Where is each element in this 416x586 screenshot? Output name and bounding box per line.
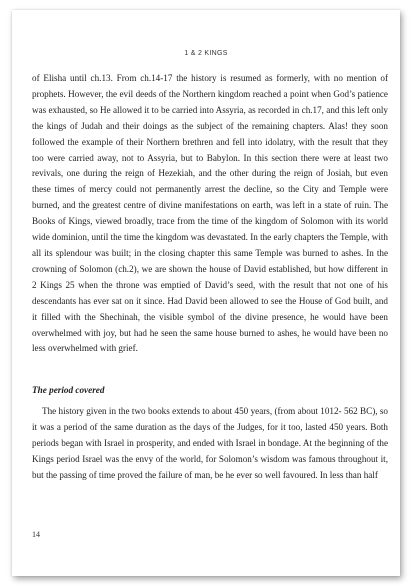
book-page	[12, 10, 400, 576]
body-paragraph-2	[32, 404, 388, 484]
running-head: 1 & 2 KINGS	[184, 50, 228, 57]
paragraph-text: The history given in the two books extends to about 450 years, (from about 1012- 562 BC), so it was a period of the same duration as the days of the Judges, for it too, lasted 450 years. Both periods began with Israel in prosperity, and ended with Israel in bondage. At the beginning of the Kings period Israel was the envy of the world, for Solomon’s wisdom was famous throughout it, but the passing of time proved the failure of man, be he ever so well favoured. In less than half	[32, 406, 388, 480]
page-number: 14	[32, 530, 40, 539]
section-heading: The period covered	[32, 385, 105, 395]
body-paragraph-1	[32, 71, 388, 357]
paragraph-text: of Elisha until ch.13. From ch.14-17 the history is resumed as formerly, with no mention of prophets. However, the evil deeds of the Northern kingdom reached a point when God’s patience was exhausted, so He allowed it to be carried into Assyria, as recorded in ch.17, and this left only the kings of Judah and their doings as the subject of the remaining chapters. Alas! they soon followed the example of their Northern brethren and fell into idolatry, with the result that they too were carried away, not to Assyria, but to Babylon. In this section there were at least two revivals, one during the reign of Hezekiah, and the other during the reign of Josiah, but even these times of mercy could not permanently arrest the decline, so the City and Temple were burned, and the greatest centre of divine manifestations on earth, was left in a state of ruin. The Books of Kings, viewed broadly, trace from the time of the kingdom of Solomon with its world wide dominion, until the time the kingdom was devastated. In the early chapters the Temple, with all its splendour was built; in the closing chapter this same Temple was burned to ashes. In the crowning of Solomon (ch.2), we are shown the house of David established, but how different in 2 Kings 25 when the throne was emptied of David’s seed, with the result that not one of his descendants has ever sat on it since. Had David been allowed to see the House of God built, and it filled with the Shechinah, the visible symbol of the divine presence, he would have been overwhelmed with joy, but had he seen the same house burned to ashes, he would have been no less overwhelmed with grief.	[32, 73, 388, 354]
